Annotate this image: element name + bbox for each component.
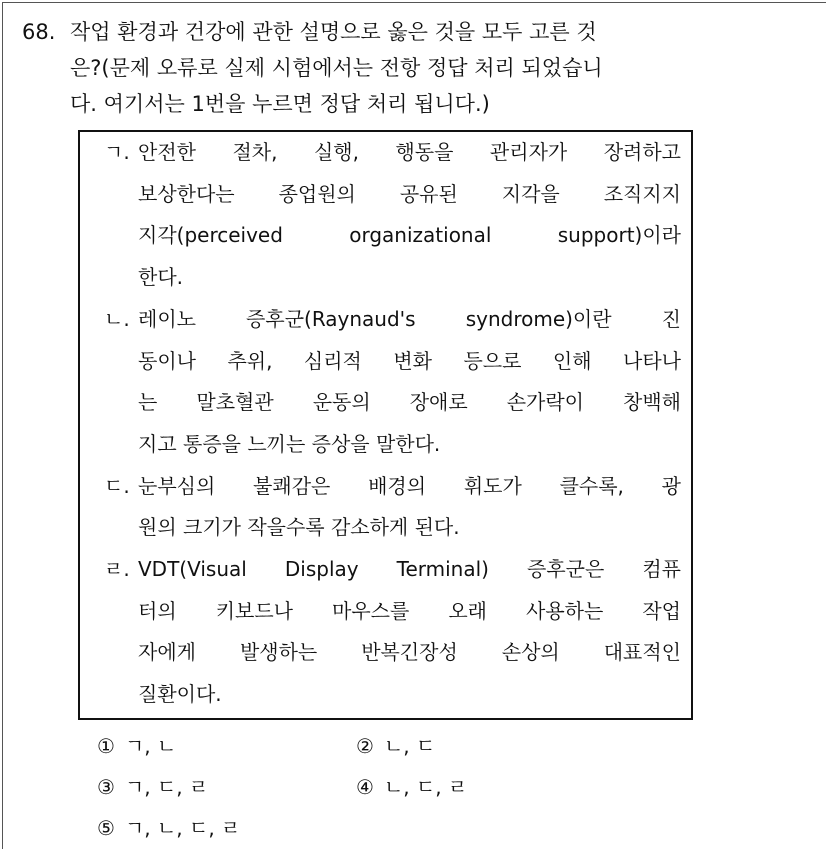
statement-line: [104, 382, 681, 424]
statement-line: [104, 299, 681, 341]
statement-text: 원의 크기가 작을수록 감소하게 된다.: [138, 515, 460, 540]
statement-box: [78, 130, 693, 720]
option-text: ㄱ, ㄴ, ㄷ, ㄹ: [124, 815, 241, 840]
option-row: [97, 808, 762, 849]
answer-options: [97, 726, 762, 849]
statement-line: [104, 341, 681, 383]
option-3[interactable]: [97, 767, 356, 808]
statement-line: [104, 257, 681, 299]
option-text: ㄴ, ㄷ, ㄹ: [383, 774, 468, 799]
statement-marker: ㄴ.: [104, 306, 130, 331]
statement-line: [104, 507, 681, 549]
question-line: 다. 여기서는 1번을 누르면 정답 처리 됩니다.): [70, 92, 490, 116]
option-number: ⑤: [97, 815, 115, 840]
statement-text: 지고 통증을 느끼는 증상을 말한다.: [138, 431, 441, 456]
statement-line: [104, 174, 681, 216]
statement-text: 지각(perceived organizational support)이라: [138, 223, 681, 248]
option-row: [97, 767, 762, 808]
option-text: ㄱ, ㄷ, ㄹ: [124, 774, 209, 799]
question-stem: [22, 14, 742, 122]
statement-line: [104, 466, 681, 508]
statement-marker: ㄷ.: [104, 473, 130, 498]
statement-line: [104, 549, 681, 591]
option-2[interactable]: [356, 726, 615, 767]
statement-text: 는 말초혈관 운동의 장애로 손가락이 창백해: [138, 390, 681, 415]
statement-text: 안전한 절차, 실행, 행동을 관리자가 장려하고: [138, 140, 681, 164]
statement-text: 질환이다.: [138, 682, 222, 707]
option-number: ③: [97, 774, 115, 799]
statement-marker: ㄱ.: [104, 140, 130, 164]
statement-text: 한다.: [138, 265, 183, 290]
option-text: ㄴ, ㄷ: [383, 733, 436, 758]
statement-marker: ㄹ.: [104, 557, 130, 582]
statement-line: [104, 215, 681, 257]
option-number: ②: [356, 733, 374, 758]
statement-line: [104, 424, 681, 466]
option-4[interactable]: [356, 767, 615, 808]
statement-text: 레이노 증후군(Raynaud's syndrome)이란 진: [138, 306, 681, 331]
statement-line: [104, 591, 681, 633]
option-text: ㄱ, ㄴ: [124, 733, 177, 758]
statement-text: VDT(Visual Display Terminal) 증후군은 컴퓨: [138, 557, 681, 582]
statement-line: [104, 632, 681, 674]
statement-line: [104, 132, 681, 174]
statement-text: 자에게 발생하는 반복긴장성 손상의 대표적인: [138, 640, 681, 665]
statement-line: [104, 674, 681, 716]
option-row: [97, 726, 762, 767]
option-5[interactable]: [97, 808, 356, 849]
statement-list: [104, 132, 681, 716]
question-line: 작업 환경과 건강에 관한 설명으로 옳은 것을 모두 고른 것: [70, 20, 597, 44]
statement-text: 터의 키보드나 마우스를 오래 사용하는 작업: [138, 598, 681, 623]
statement-text: 눈부심의 불쾌감은 배경의 휘도가 클수록, 광: [138, 473, 681, 498]
option-number: ④: [356, 774, 374, 799]
question-line: 은?(문제 오류로 실제 시험에서는 전항 정답 처리 되었습니: [70, 56, 603, 80]
statement-text: 동이나 추위, 심리적 변화 등으로 인해 나타나: [138, 348, 681, 373]
option-1[interactable]: [97, 726, 356, 767]
question-number: 68.: [22, 20, 56, 44]
option-number: ①: [97, 733, 115, 758]
statement-text: 보상한다는 종업원의 공유된 지각을 조직지지: [138, 181, 681, 206]
